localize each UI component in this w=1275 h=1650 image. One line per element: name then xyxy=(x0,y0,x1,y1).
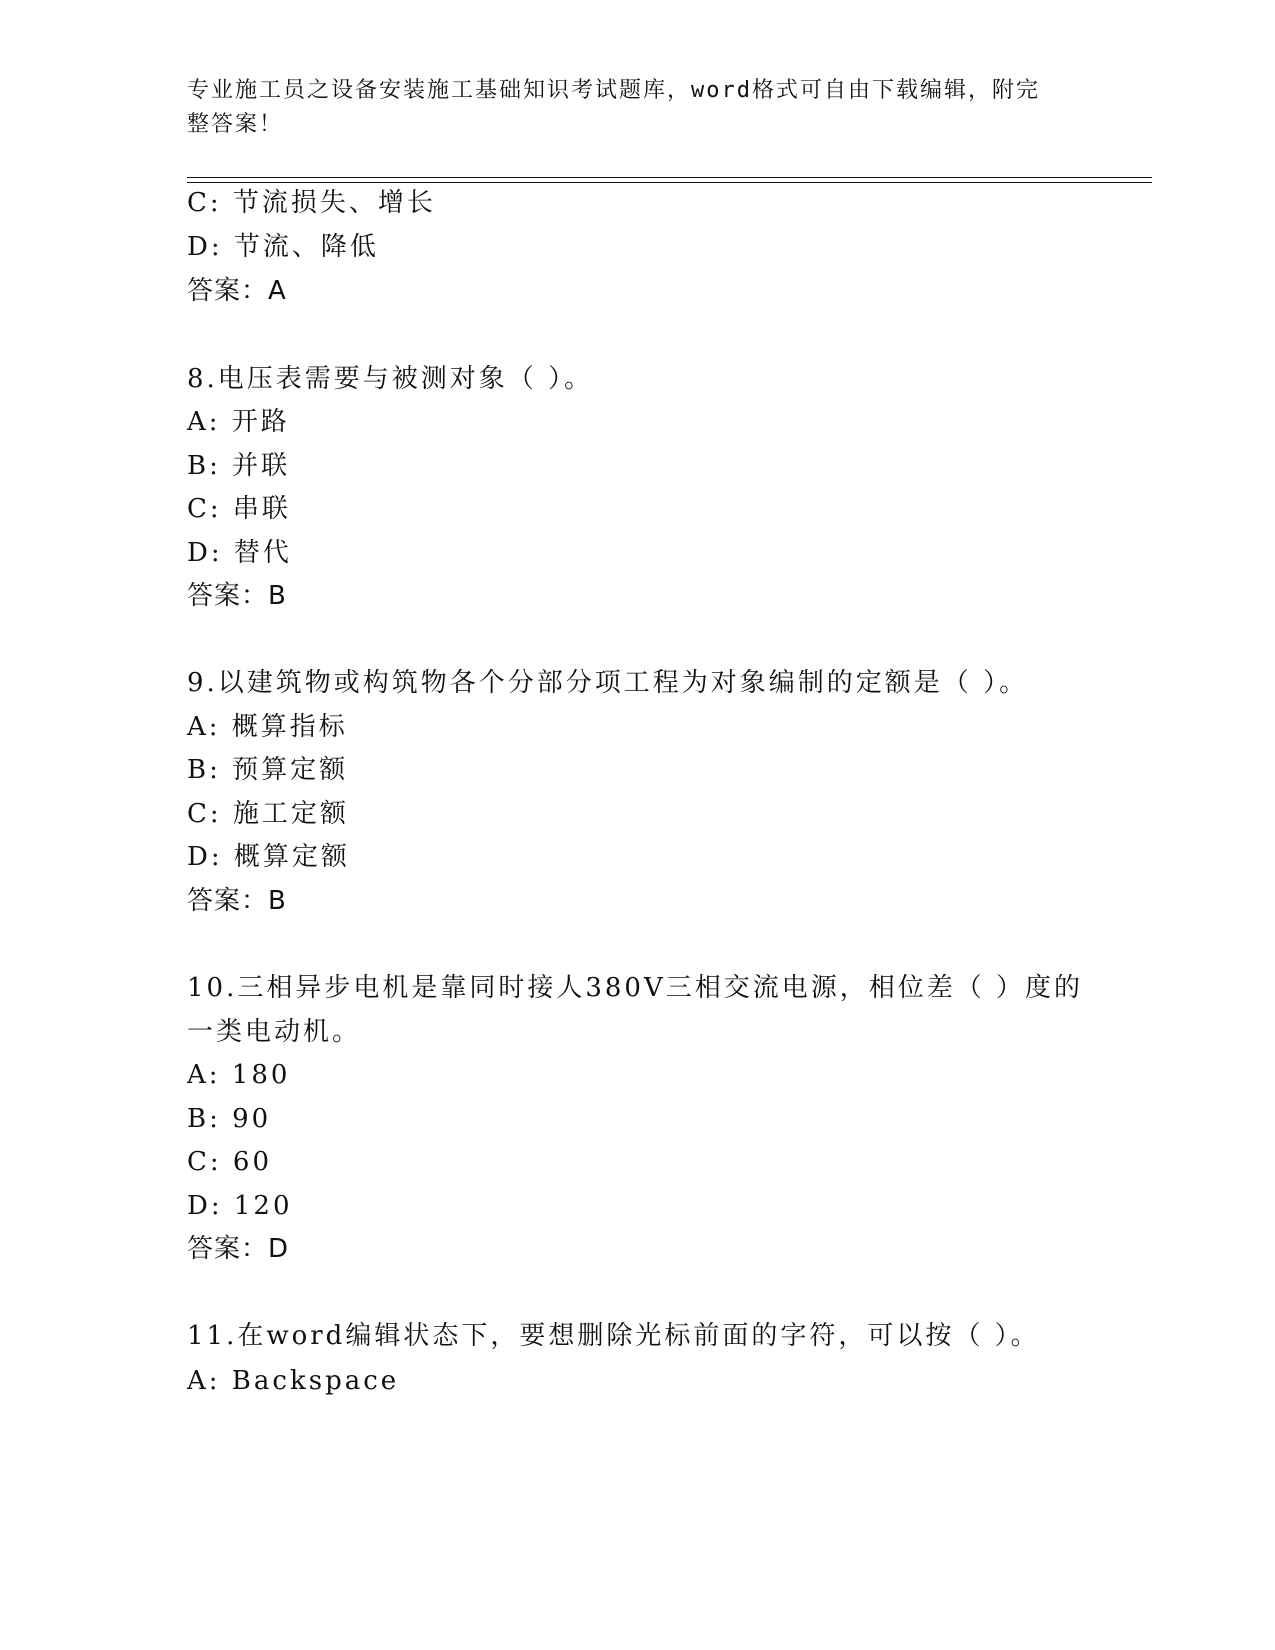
q11-stem: 11.在word编辑状态下，要想删除光标前面的字符，可以按（ ）。 xyxy=(187,1321,1040,1351)
q10-option-a: A: 180 xyxy=(187,1060,291,1090)
header-line-2: 整答案！ xyxy=(187,112,284,137)
q10-option-d: D: 120 xyxy=(187,1191,293,1221)
q7-answer: 答案：A xyxy=(187,276,287,306)
header-divider-top xyxy=(187,177,1152,178)
q10-option-b: B: 90 xyxy=(187,1104,272,1134)
q9-option-c: C: 施工定额 xyxy=(187,799,349,829)
q10-option-c: C: 60 xyxy=(187,1147,273,1177)
q10-stem-line-2: 一类电动机。 xyxy=(187,1017,362,1047)
q8-answer: 答案：B xyxy=(187,581,287,611)
document-header xyxy=(187,74,1067,142)
header-line-1: 专业施工员之设备安装施工基础知识考试题库，word格式可自由下载编辑，附完 xyxy=(187,78,1040,103)
q8-stem: 8.电压表需要与被测对象（ ）。 xyxy=(187,364,594,394)
q11-option-a: A: Backspace xyxy=(187,1366,400,1396)
q10-stem-line-1: 10.三相异步电机是靠同时接人380V三相交流电源，相位差（ ）度的 xyxy=(187,973,1084,1003)
q8-option-a: A: 开路 xyxy=(187,407,290,437)
q8-option-b: B: 并联 xyxy=(187,451,291,481)
q9-answer: 答案：B xyxy=(187,886,287,916)
q9-option-b: B: 预算定额 xyxy=(187,755,349,785)
q7-option-c: C: 节流损失、增长 xyxy=(187,188,436,218)
q8-option-c: C: 串联 xyxy=(187,494,291,524)
q8-option-d: D: 替代 xyxy=(187,538,292,568)
q9-option-d: D: 概算定额 xyxy=(187,842,350,872)
q10-answer: 答案：D xyxy=(187,1234,290,1264)
header-divider-bottom xyxy=(187,182,1152,183)
q7-option-d: D: 节流、降低 xyxy=(187,232,379,262)
q9-stem: 9.以建筑物或构筑物各个分部分项工程为对象编制的定额是（ ）。 xyxy=(187,668,1029,698)
q9-option-a: A: 概算指标 xyxy=(187,712,348,742)
